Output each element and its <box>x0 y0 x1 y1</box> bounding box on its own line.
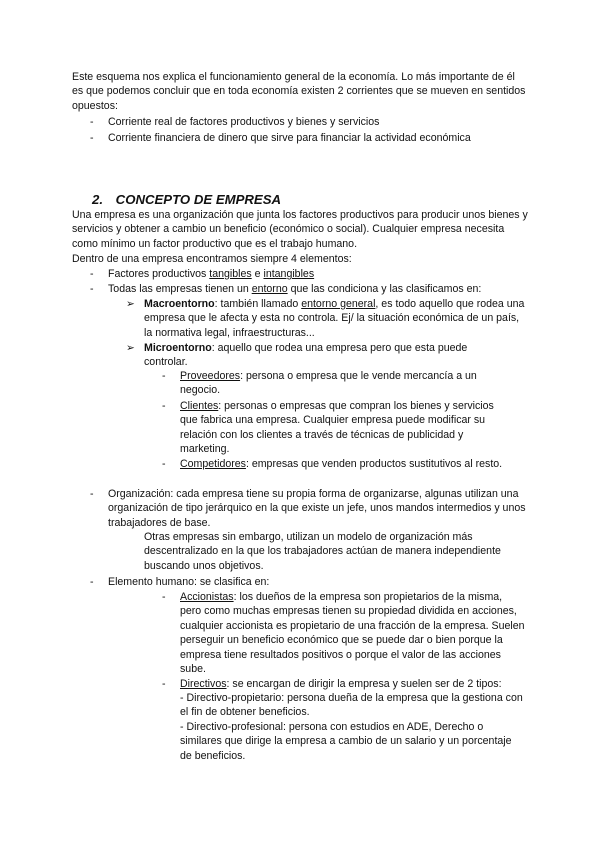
dash-bullet: - <box>162 458 166 470</box>
section-number: 2. <box>92 192 103 207</box>
term-entorno: entorno <box>251 283 288 295</box>
dash-bullet: - <box>162 591 166 603</box>
dash-bullet: - <box>90 576 94 588</box>
dash-bullet: - <box>90 488 94 500</box>
arrow-bullet-icon: ➢ <box>126 298 135 310</box>
factores-text: Factores productivos tangibles e intangibles <box>108 268 315 280</box>
dash-bullet: - <box>90 116 94 128</box>
intro-paragraph: Este esquema nos explica el funcionamiento general de la economía. Lo más importante de él es que podemos concluir que en toda economía existen 2 corrientes que se mueven en sentidos opuestos: <box>72 71 526 112</box>
arrow-bullet-icon: ➢ <box>126 342 135 354</box>
list-item-text: Corriente real de factores productivos y bienes y servicios <box>108 116 380 128</box>
term-accionistas: Accionistas <box>180 591 234 603</box>
term-proveedores: Proveedores <box>180 370 241 382</box>
organizacion-extra: Otras empresas sin embargo, utilizan un modelo de organización más descentralizado en la que los trabajadores actúan de manera independiente buscando unos objetivos. <box>144 531 501 572</box>
term-intangibles: intangibles <box>263 268 315 280</box>
directivo-propietario: - Directivo-propietario: persona dueña de la empresa que la gestiona con el fin de obtener beneficios. <box>180 692 523 719</box>
elements-intro: Dentro de una empresa encontramos siempre 4 elementos: <box>72 253 352 265</box>
dash-bullet: - <box>162 678 166 690</box>
term-competidores: Competidores <box>180 458 246 470</box>
dash-bullet: - <box>90 283 94 295</box>
microentorno-text: Microentorno: aquello que rodea una empresa pero que esta puede controlar. <box>144 342 468 369</box>
section-heading <box>72 192 281 208</box>
directivo-profesional: - Directivo-profesional: persona con estudios en ADE, Derecho o similares que dirige la empresa a cambio de un salario y un porcentaje de beneficios. <box>180 721 512 762</box>
definition-paragraph: Una empresa es una organización que junta los factores productivos para producir unos bienes y servicios y obtener a cambio un beneficio (económico o social). Cualquier empresa necesita como mínimo un factor productivo que es el trabajo humano. <box>72 209 528 250</box>
dash-bullet: - <box>162 370 166 382</box>
entorno-text: Todas las empresas tienen un entorno que las condiciona y las clasificamos en: <box>108 283 482 295</box>
dash-bullet: - <box>90 132 94 144</box>
term-entorno-general: entorno general <box>301 298 376 310</box>
document-page: Este esquema nos explica el funcionamiento general de la economía. Lo más importante de él es que podemos concluir que en toda economía existen 2 corrientes que se mueven en sentidos opuestos: - Corriente real de factores productivos y bienes y servicios - Corriente financiera de dinero que sirve para financiar la actividad económica 2. CONCEPTO DE EMPRESA Una empresa es una organización que junta los factores productivos para producir unos bienes y servicios y obtener a cambio un beneficio (económico o social). Cualquier empresa necesita como mínimo un factor productivo que es el trabajo humano. Dentro de una empresa encontramos siempre 4 elementos: - Factores productivos tangibles e intangibles - Todas las empresas tienen un entorno que las condiciona y las clasificamos en: ➢ Macroentorno: también llamado entorno general, es todo aquello que rodea una empresa que le afecta y esta no controla. Ej/ la situación económica de un país, la normativa legal, infraestructuras... ➢ Microentorno: aquello que rodea una empresa pero que esta puede controlar. - Proveedores: persona o empresa que le vende mercancía a un negocio. - Clientes: personas o empresas que compran los bienes y servicios que fabrica una empresa. Cualquier empresa puede modificar su relación con los clientes a través de técnicas de publicidad y marketing. - Competidores: empresas que venden productos sustitutivos al resto. - Organización: cada empresa tiene su propia forma de organizarse, algunas utilizan una organización de tipo jerárquico en la que existe un jefe, unos mandos intermedios y unos trabajadores de base. Otras empresas sin embargo, utilizan un modelo de organización más descentralizado en la que los trabajadores actúan de manera independiente buscando unos objetivos. - Elemento humano: se clasifica en: - Accionistas: los dueños de la empresa son propietarios de la misma, pero como muchas empresas tienen su propiedad dividida en acciones, cualquier accionista es propietario de una fracción de la empresa. Suelen perseguir un beneficio económico que se puede dar o bien porque la empresa tiene resultados positivos o porque el valor de las acciones sube. - Directivos: se encargan de dirigir la empresa y suelen ser de 2 tipos: - Directivo-propietario: persona dueña de la empresa que la gestiona con el fin de obtener beneficios. - Directivo-profesional: persona con estudios en ADE, Derecho o similares que dirige la empresa a cambio de un salario y un porcentaje de beneficios. <box>72 71 528 762</box>
section-title: CONCEPTO DE EMPRESA <box>115 192 282 207</box>
dash-bullet: - <box>90 268 94 280</box>
macroentorno-text: Macroentorno: también llamado entorno general, es todo aquello que rodea una empresa que le afecta y esta no controla. Ej/ la situación económica de un país, la normativa legal, infraestructuras... <box>144 298 525 339</box>
organizacion-text: Organización: cada empresa tiene su propia forma de organizarse, algunas utilizan una organización de tipo jerárquico en la que existe un jefe, unos mandos intermedios y unos trabajadores de base. <box>108 488 526 529</box>
microentorno-label: Microentorno <box>144 342 212 354</box>
term-tangibles: tangibles <box>209 268 252 280</box>
macroentorno-label: Macroentorno <box>144 298 215 310</box>
term-directivos: Directivos <box>180 678 227 690</box>
dash-bullet: - <box>162 400 166 412</box>
list-item-text: Corriente financiera de dinero que sirve para financiar la actividad económica <box>108 132 471 144</box>
term-clientes: Clientes <box>180 400 219 412</box>
humano-text: Elemento humano: se clasifica en: <box>108 576 270 588</box>
